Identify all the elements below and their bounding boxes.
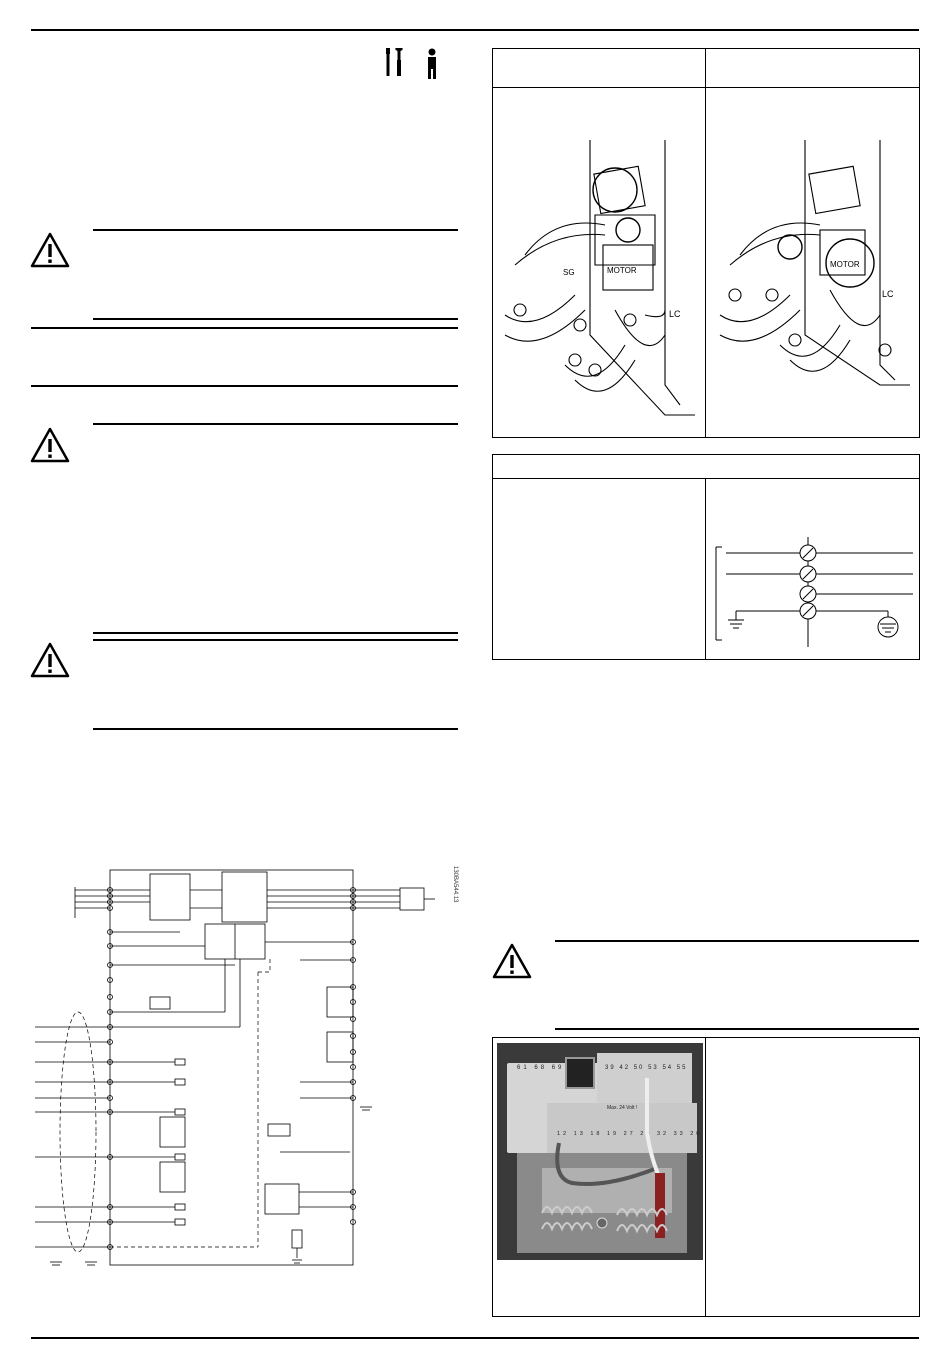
warning-rule	[93, 632, 458, 634]
terminal-num: 18	[590, 1131, 603, 1137]
terminal-num: 68	[534, 1065, 548, 1071]
person-icon	[424, 48, 440, 80]
terminal-num: 54	[662, 1065, 674, 1071]
terminal-num: 32	[656, 1131, 670, 1137]
terminal-num: 61	[517, 1065, 530, 1071]
terminal-schematic	[708, 535, 918, 650]
warning-rule	[93, 229, 458, 231]
max-voltage-label: Max. 24 Volt !	[607, 1105, 638, 1111]
warning-rule	[93, 423, 458, 425]
terminal-num: 27	[623, 1131, 636, 1137]
section-rule	[31, 385, 458, 387]
table-divider	[492, 87, 920, 88]
warning-rule	[93, 318, 458, 320]
terminal-num: 19	[606, 1131, 620, 1137]
tools-icon	[384, 48, 408, 80]
lc-label: LC	[669, 309, 681, 319]
motor-label: MOTOR	[607, 266, 637, 275]
warning-icon	[30, 427, 70, 463]
warning-icon	[30, 642, 70, 678]
warning-rule	[555, 940, 919, 942]
warning-rule	[555, 1028, 919, 1030]
section-rule	[31, 327, 458, 329]
terminal-num: 53	[648, 1065, 659, 1071]
warning-rule	[93, 639, 458, 641]
terminal-num: 42	[619, 1065, 631, 1071]
table-divider	[492, 478, 920, 479]
terminal-num: 50	[633, 1065, 645, 1071]
drawing-code: 130BA544.13	[452, 866, 458, 903]
terminal-num: 33	[673, 1131, 686, 1137]
terminal-num: 39	[605, 1065, 616, 1071]
warning-rule	[93, 728, 458, 730]
wiring-diagram	[30, 862, 450, 1272]
table-divider	[705, 48, 706, 438]
terminal-num: 12	[557, 1131, 570, 1137]
table-divider	[705, 478, 706, 660]
motor-connection-drawing	[710, 135, 915, 395]
motor-connection-drawing	[495, 135, 703, 430]
control-terminal-photo	[497, 1043, 703, 1260]
warning-icon	[492, 943, 532, 979]
bottom-rule	[31, 1337, 919, 1339]
table-divider	[705, 1037, 706, 1317]
terminal-num: 13	[573, 1131, 586, 1137]
terminal-num: 69	[551, 1065, 565, 1071]
sg-label: SG	[563, 268, 575, 277]
terminal-num: 20	[690, 1131, 703, 1137]
top-rule	[31, 29, 919, 31]
motor-label: MOTOR	[830, 260, 860, 269]
warning-icon	[30, 232, 70, 268]
terminal-num: 29	[640, 1131, 653, 1137]
terminal-num: 55	[676, 1065, 688, 1071]
lc-label: LC	[882, 289, 894, 299]
